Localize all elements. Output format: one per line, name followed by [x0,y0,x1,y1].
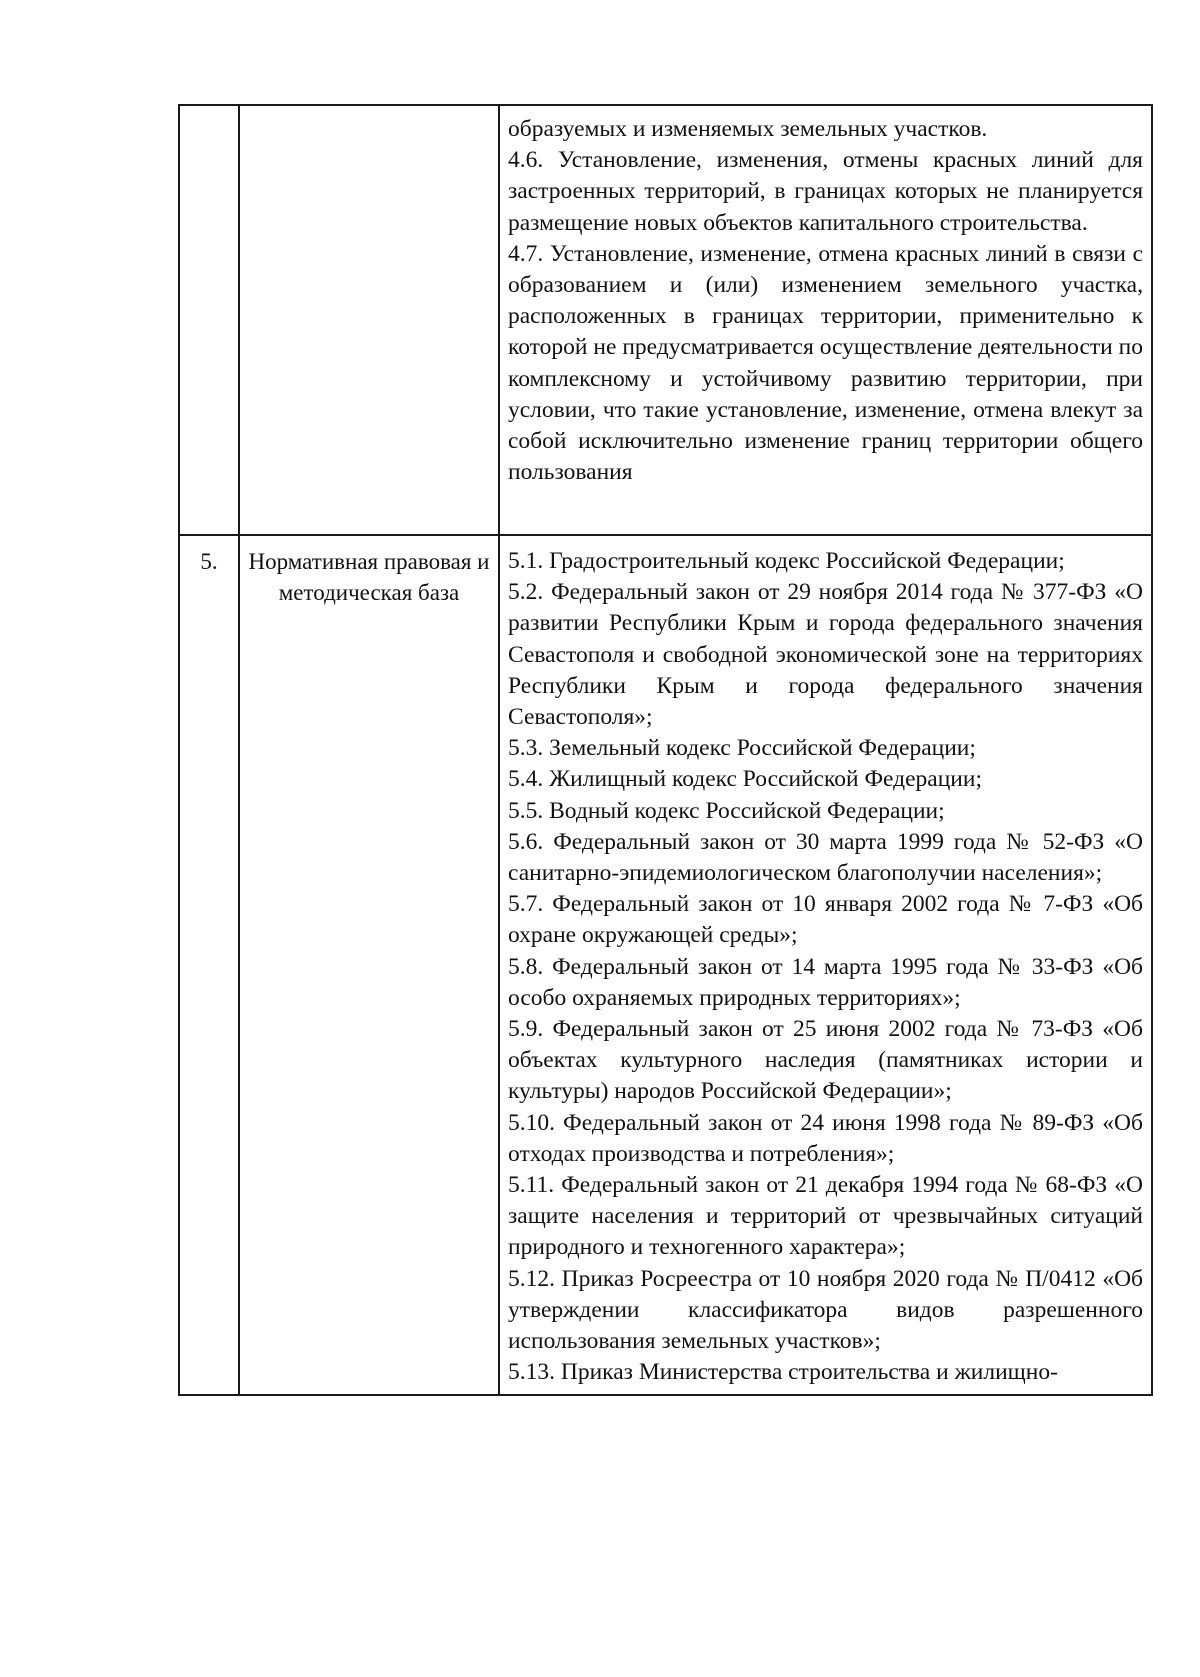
paragraph: 5.6. Федеральный закон от 30 марта 1999 года № 52-ФЗ «О санитарно-эпидемиологическом благополучии населения»; [508,828,1143,887]
paragraph: 5.4. Жилищный кодекс Российской Федерации; [508,766,982,793]
paragraph: образуемых и изменяемых земельных участков. [508,116,988,142]
row-name-cell [239,105,499,535]
row-number: 5. [200,549,218,574]
paragraph: 5.3. Земельный кодекс Российской Федерации; [508,735,976,762]
row-number-cell [179,535,239,1395]
paragraph: 4.7. Установление, изменение, отмена красных линий в связи с образованием и (или) изменением земельного участка, расположенных в границах территории, применительно к которой не предусматривается осуществление деятельности по комплексному и устойчивому развитию территории, при условии, что такие установление, изменение, отмена влекут за собой исключительно изменение границ территории общего пользования [508,240,1143,486]
paragraph: 5.13. Приказ Министерства строительства и жилищно- [508,1359,1058,1386]
table-row [179,105,1152,535]
paragraph: 5.1. Градостроительный кодекс Российской Федерации; [508,548,1065,574]
paragraph: 5.9. Федеральный закон от 25 июня 2002 года № 73-ФЗ «Об объектах культурного наследия (памятниках истории и культуры) народов Российской Федерации»; [508,1016,1143,1105]
paragraph: 4.6. Установление, изменения, отмены красных линий для застроенных территорий, в границах которых не планируется размещение новых объектов капитального строительства. [508,147,1143,236]
row-content-cell [499,535,1152,1395]
paragraph: 5.10. Федеральный закон от 24 июня 1998 года № 89-ФЗ «Об отходах производства и потребления»; [508,1109,1143,1167]
paragraph: 5.12. Приказ Росреестра от 10 ноября 2020 года № П/0412 «Об утверждении классификатора видов разрешенного использования земельных участков»; [508,1265,1143,1355]
paragraph: 5.8. Федеральный закон от 14 марта 1995 года № 33-ФЗ «Об особо охраняемых природных территориях»; [508,953,1143,1011]
paragraph: 5.5. Водный кодекс Российской Федерации; [508,797,945,824]
row-name: Нормативная правовая и методическая база [248,549,490,605]
paragraph: 5.7. Федеральный закон от 10 января 2002 года № 7-ФЗ «Об охране окружающей среды»; [508,891,1143,949]
row-name-cell [239,535,499,1395]
paragraph: 5.2. Федеральный закон от 29 ноября 2014 года № 377-ФЗ «О развитии Республики Крым и города федерального значения Севастополя и свободной экономической зоне на территориях Республики Крым и города федерального значения Севастополя»; [508,579,1143,731]
requirements-table [178,104,1153,1396]
paragraph: 5.11. Федеральный закон от 21 декабря 1994 года № 68-ФЗ «О защите населения и территорий от чрезвычайных ситуаций природного и техногенного характера»; [508,1172,1143,1261]
row-number-cell [179,105,239,535]
table-row [179,535,1152,1395]
row-content-cell [499,105,1152,535]
